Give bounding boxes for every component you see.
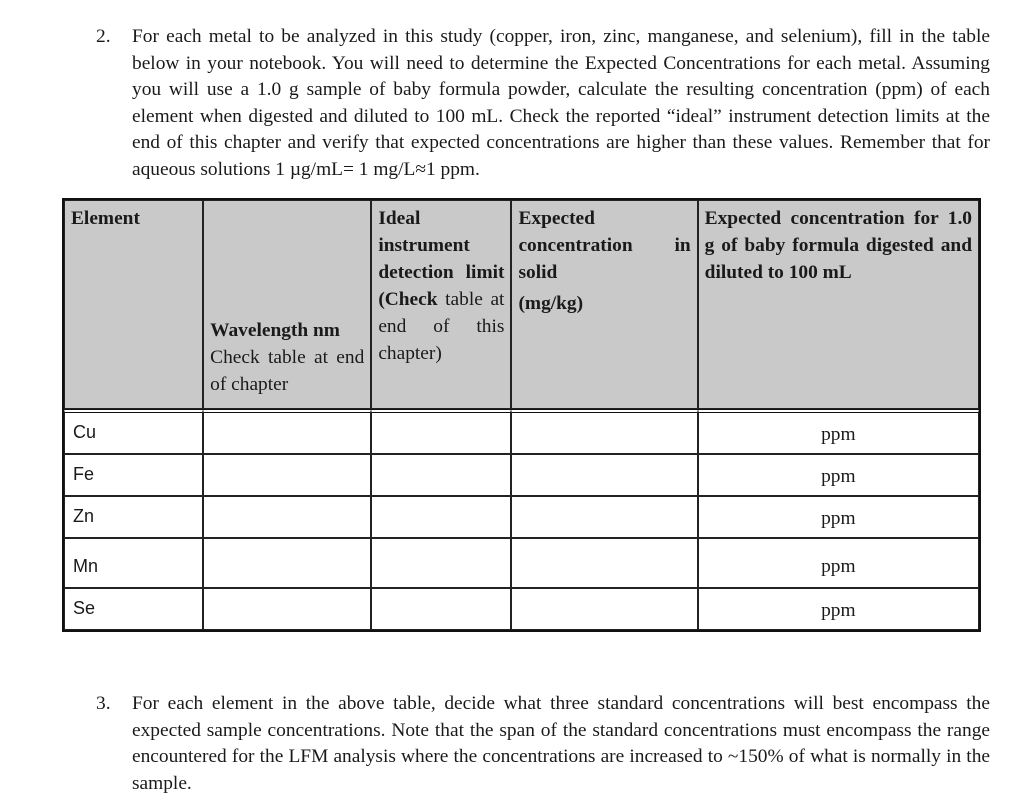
- wavelength-cell[interactable]: [203, 454, 371, 496]
- cut-off-header-fragment: [590, 0, 680, 6]
- expected-digest-cell[interactable]: ppm: [698, 454, 979, 496]
- table-row: [64, 454, 979, 496]
- table-row: [64, 588, 979, 630]
- question-text: For each metal to be analyzed in this study (copper, iron, zinc, manganese, and selenium), fill in the table below in your notebook. You will need to determine the Expected Concentrations for each metal. Assuming you will use a 1.0 g sample of baby formula powder, calculate the resulting concentration (ppm) of each element when digested and diluted to 100 mL. Check the reported “ideal” instrument detection limits at the end of this chapter and verify that expected concentrations are higher than these values. Remember that for aqueous solutions 1 µg/mL= 1 mg/L≈1 ppm.: [132, 26, 990, 180]
- expected-solid-cell[interactable]: [511, 538, 697, 588]
- expected-solid-cell[interactable]: [511, 454, 697, 496]
- detection-limit-cell[interactable]: [371, 588, 511, 630]
- element-cell: Se: [64, 588, 203, 630]
- expected-digest-cell[interactable]: ppm: [698, 588, 979, 630]
- expected-solid-cell[interactable]: [511, 496, 697, 538]
- expected-digest-cell[interactable]: ppm: [698, 538, 979, 588]
- expected-solid-cell[interactable]: [511, 409, 697, 454]
- table-row: [64, 538, 979, 588]
- expected-digest-cell[interactable]: ppm: [698, 409, 979, 454]
- expected-digest-cell[interactable]: ppm: [698, 496, 979, 538]
- table-header-row: [64, 200, 979, 409]
- wavelength-cell[interactable]: [203, 496, 371, 538]
- header-expected-solid: Expected concentration in solid (mg/kg): [511, 200, 697, 409]
- metals-table: [62, 198, 981, 632]
- wavelength-cell[interactable]: [203, 409, 371, 454]
- element-cell: Zn: [64, 496, 203, 538]
- wavelength-note: Check table at end of chapter: [210, 347, 365, 395]
- question-number: 3.: [96, 693, 111, 714]
- header-detection-limit: Ideal instrument detection limit (Check table at end of this chapter): [371, 200, 511, 409]
- detection-limit-cell[interactable]: [371, 454, 511, 496]
- question-2: [96, 24, 996, 184]
- table-row: [64, 496, 979, 538]
- question-text: For each element in the above table, decide what three standard concentrations will best encompass the expected sample concentrations. Note that the span of the standard concentrations must encompass the range encountered for the LFM analysis where the concentrations are increased to ~150% of what is normally in the sample.: [132, 693, 990, 794]
- element-cell: Cu: [64, 409, 203, 454]
- header-element: Element: [64, 200, 203, 409]
- detection-limit-cell[interactable]: [371, 496, 511, 538]
- header-expected-digest: Expected concentration for 1.0 g of baby formula digested and diluted to 100 mL: [698, 200, 979, 409]
- element-cell: Fe: [64, 454, 203, 496]
- expected-solid-cell[interactable]: [511, 588, 697, 630]
- header-wavelength: [203, 200, 371, 409]
- wavelength-cell[interactable]: [203, 538, 371, 588]
- question-3: [96, 691, 996, 801]
- detection-limit-cell[interactable]: [371, 409, 511, 454]
- wavelength-label: Wavelength nm: [210, 320, 340, 341]
- detection-limit-cell[interactable]: [371, 538, 511, 588]
- wavelength-cell[interactable]: [203, 588, 371, 630]
- question-number: 2.: [96, 26, 111, 47]
- table-row: [64, 409, 979, 454]
- element-cell: Mn: [64, 538, 203, 588]
